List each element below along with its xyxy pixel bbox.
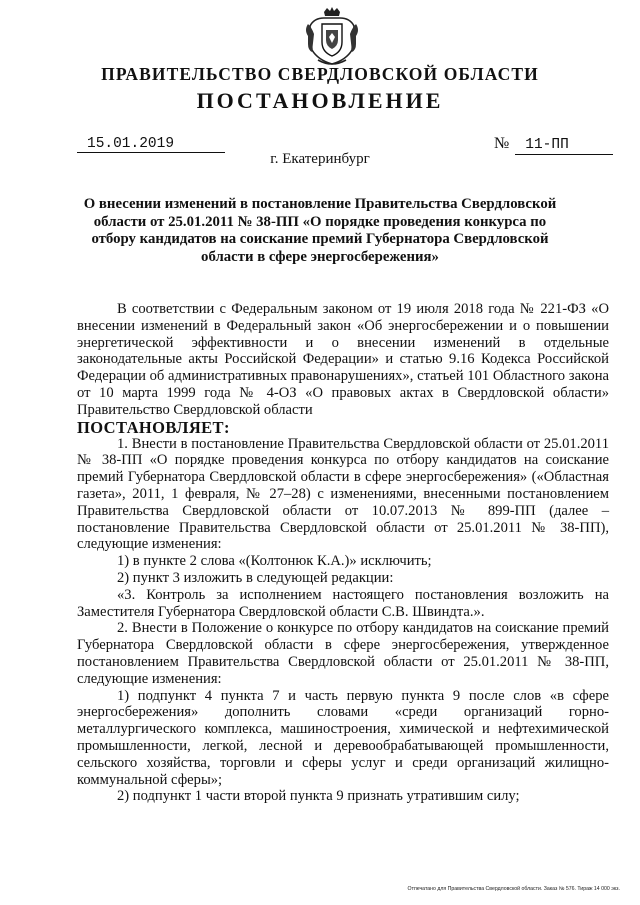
item-1: 1. Внести в постановление Правительства Свердловской области от 25.01.2011 № 38-ПП «О порядке проведения конкурса по отбору кандидатов на соискание премий Губернатора Свердловской области в сфере энергосбережения» («Областная газета», 2011, 1 февраля, № 27–28) с изменениями, внесенными постановлением Правительства Свердловской области от 10.07.2013 № 899-ПП (далее – постановление Правительства Свердловской области от 25.01.2011 № 38-ПП), следующие изменения: bbox=[77, 435, 609, 553]
number-value: 11-ПП bbox=[515, 137, 613, 155]
city: г. Екатеринбург bbox=[270, 151, 370, 167]
decree-heading: ПОСТАНОВЛЯЕТ: bbox=[77, 417, 230, 437]
item-1-2: 2) пункт 3 изложить в следующей редакции: bbox=[117, 569, 394, 586]
document-headline: О внесении изменений в постановление Правительства Свердловской области от 25.01.2011 № 38-ПП «О порядке проведения конкурса по отбору кандидатов на соискание премий Губернатора Свердловской области в сфере энергосбережения» bbox=[83, 196, 557, 265]
item-2: 2. Внести в Положение о конкурсе по отбору кандидатов на соискание премий Губернатора Свердловской области в сфере энергосбережения, утвержденное постановлением Правительства Свердловской области от 25.01.2011 № 38-ПП, следующие изменения: bbox=[77, 620, 609, 687]
document-date: 15.01.2019 bbox=[77, 137, 225, 153]
number-sign: № bbox=[494, 135, 510, 152]
print-footer-note: Отпечатано для Правительства Свердловской области. Заказ № 576. Тираж 14 000 экз. bbox=[407, 886, 620, 892]
document-body bbox=[77, 301, 609, 805]
item-2-1: 1) подпункт 4 пункта 7 и часть первую пункта 9 после слов «в сфере энергосбережения» дополнить словами «среди организаций горно-металлургического комплекса, машиностроения, химической и нефтехимической промышленности, легкой, лесной и деревообрабатывающей промышленности, сельского хозяйства, торговли и сферы услуг и среди организаций жилищно-коммунальной сферы»; bbox=[77, 687, 609, 788]
item-2-2: 2) подпункт 1 части второй пункта 9 признать утратившим силу; bbox=[117, 788, 520, 805]
preamble-paragraph: В соответствии с Федеральным законом от 19 июля 2018 года № 221-ФЗ «О внесении изменений в Федеральный закон «Об энергосбережении и о повышении энергетической эффективности и о внесении изменений в отдельные законодательные акты Российской Федерации» и статью 9.16 Кодекса Российской Федерации об административных правонарушениях», статьей 101 Областного закона от 10 марта 1999 года № 4-ОЗ «О правовых актах в Свердловской области» Правительство Свердловской области bbox=[77, 301, 609, 418]
item-1-1: 1) в пункте 2 слова «(Колтонюк К.А.)» исключить; bbox=[117, 553, 432, 570]
government-title: ПРАВИТЕЛЬСТВО СВЕРДЛОВСКОЙ ОБЛАСТИ bbox=[101, 64, 539, 84]
coat-of-arms-emblem bbox=[302, 6, 362, 68]
document-type: ПОСТАНОВЛЕНИЕ bbox=[196, 88, 444, 113]
item-1-2-text: «3. Контроль за исполнением настоящего постановления возложить на Заместителя Губернатора Свердловской области С.В. Швиндта.». bbox=[77, 586, 609, 620]
